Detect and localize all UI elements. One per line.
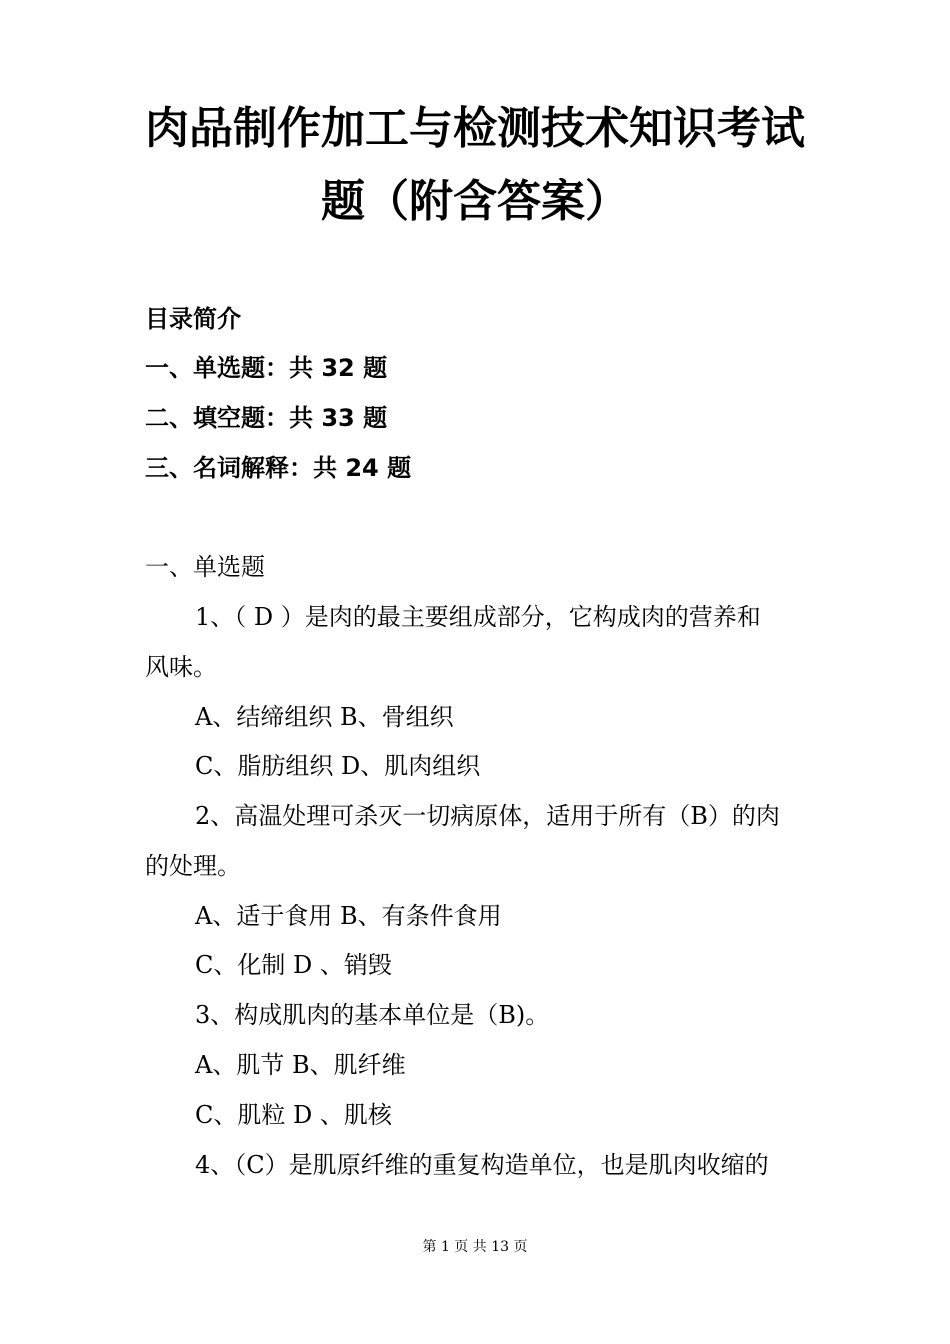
question-1-options-ab: A、结缔组织 B、骨组织 bbox=[195, 703, 454, 731]
document-title-line-1: 肉品制作加工与检测技术知识考试 bbox=[145, 103, 805, 154]
question-3-options-ab: A、肌节 B、肌纤维 bbox=[195, 1051, 406, 1079]
question-2-line-1: 2、高温处理可杀灭一切病原体，适用于所有（B）的肉 bbox=[195, 802, 780, 830]
toc-heading: 目录简介 bbox=[145, 305, 241, 333]
toc-item-term-explanation: 三、名词解释：共 24 题 bbox=[145, 454, 412, 482]
question-2-options-ab: A、适于食用 B、有条件食用 bbox=[195, 902, 502, 930]
page-footer: 第 1 页 共 13 页 bbox=[422, 1239, 528, 1255]
question-1-line-2: 风味。 bbox=[145, 653, 217, 681]
document-title-line-2: 题（附含答案） bbox=[321, 176, 629, 227]
toc-item-single-choice: 一、单选题：共 32 题 bbox=[145, 354, 388, 382]
question-1-line-1: 1、（ D ）是肉的最主要组成部分，它构成肉的营养和 bbox=[195, 603, 761, 631]
question-2-line-2: 的处理。 bbox=[145, 852, 241, 880]
question-2-options-cd: C、化制 D 、销毁 bbox=[195, 951, 392, 979]
question-3-line-1: 3、构成肌肉的基本单位是（B)。 bbox=[195, 1001, 550, 1029]
toc-item-fill-blank: 二、填空题：共 33 题 bbox=[145, 404, 388, 432]
question-1-options-cd: C、脂肪组织 D、肌肉组织 bbox=[195, 752, 481, 780]
section-heading-single-choice: 一、单选题 bbox=[145, 553, 265, 581]
question-4-line-1: 4、（C）是肌原纤维的重复构造单位，也是肌肉收缩的 bbox=[195, 1151, 769, 1179]
question-3-options-cd: C、肌粒 D 、肌核 bbox=[195, 1101, 392, 1129]
